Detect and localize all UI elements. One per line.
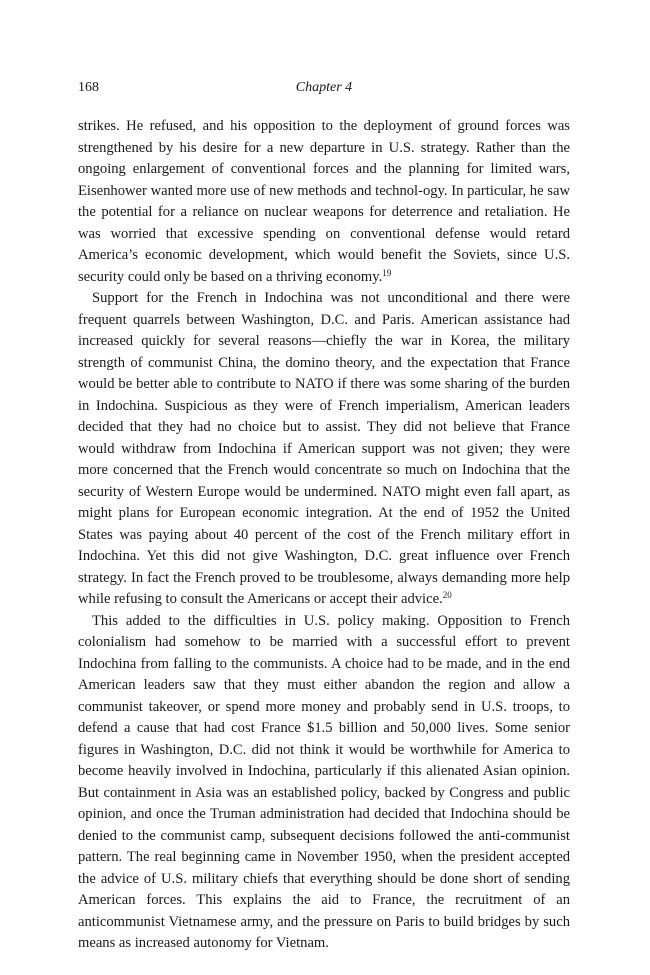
paragraph-3 (78, 611, 570, 955)
body-text (78, 116, 570, 955)
footnote-marker: 19 (382, 267, 392, 278)
paragraph-1 (78, 116, 570, 288)
paragraph-2 (78, 288, 570, 611)
running-head (78, 80, 570, 102)
chapter-title: Chapter 4 (295, 80, 353, 95)
book-page (78, 80, 570, 955)
page-number: 168 (78, 80, 99, 95)
paragraph-text: This added to the difficulties in U.S. policy making. Opposition to French colonialism had somehow to be married with a successful effort to prevent Indochina from falling to the communists. A choice had to be made, and in the end American leaders saw that they must either abandon the region and allow a communist takeover, or spend more money and probably send in U.S. troops, to defend a cause that had cost France $1.5 billion and 50,000 lives. Some senior figures in Washington, D.C. did not think it would be worthwhile for America to become heavily involved in Indochina, particularly if this alienated Asian opinion. But containment in Asia was an established policy, backed by Congress and public opinion, and once the Truman administration had decided that Indochina should be denied to the communist camp, subsequent decisions followed the anti-communist pattern. The real beginning came in November 1950, when the president accepted the advice of U.S. military chiefs that everything should be done short of sending American forces. This explains the aid to France, the recruitment of an anticommunist Vietnamese army, and the pressure on Paris to build bridges by such means as increased autonomy for Vietnam. (78, 612, 570, 951)
paragraph-text: strikes. He refused, and his opposition to the deployment of ground forces was strengthened by his desire for a new departure in U.S. strategy. Rather than the ongoing enlargement of conventional forces and the planning for limited wars, Eisenhower wanted more use of new methods and technol-ogy. In particular, he saw the potential for a reliance on nuclear weapons for deterrence and retaliation. He was worried that excessive spending on conventional defense would retard America’s economic development, which would benefit the Soviets, since U.S. security could only be based on a thriving economy. (78, 118, 570, 285)
paragraph-text: Support for the French in Indochina was not unconditional and there were frequent quarrels between Washington, D.C. and Paris. American assistance had increased quickly for several reasons—chiefly the war in Korea, the military strength of communist China, the domino theory, and the expectation that France would be better able to contribute to NATO if there was some sharing of the burden in Indochina. Suspicious as they were of French imperialism, American leaders decided that they had no choice but to assist. They did not believe that France would withdraw from Indochina if American support was not given; they were more concerned that the French would concentrate so much on Indochina that the security of Western Europe would be undermined. NATO might even fall apart, as might plans for European economic integration. At the end of 1952 the United States was paying about 40 percent of the cost of the French military effort in Indochina. Yet this did not give Washington, D.C. great influence over French strategy. In fact the French proved to be troublesome, always demanding more help while refusing to consult the Americans or accept their advice. (78, 290, 570, 607)
footnote-marker: 20 (442, 590, 452, 600)
